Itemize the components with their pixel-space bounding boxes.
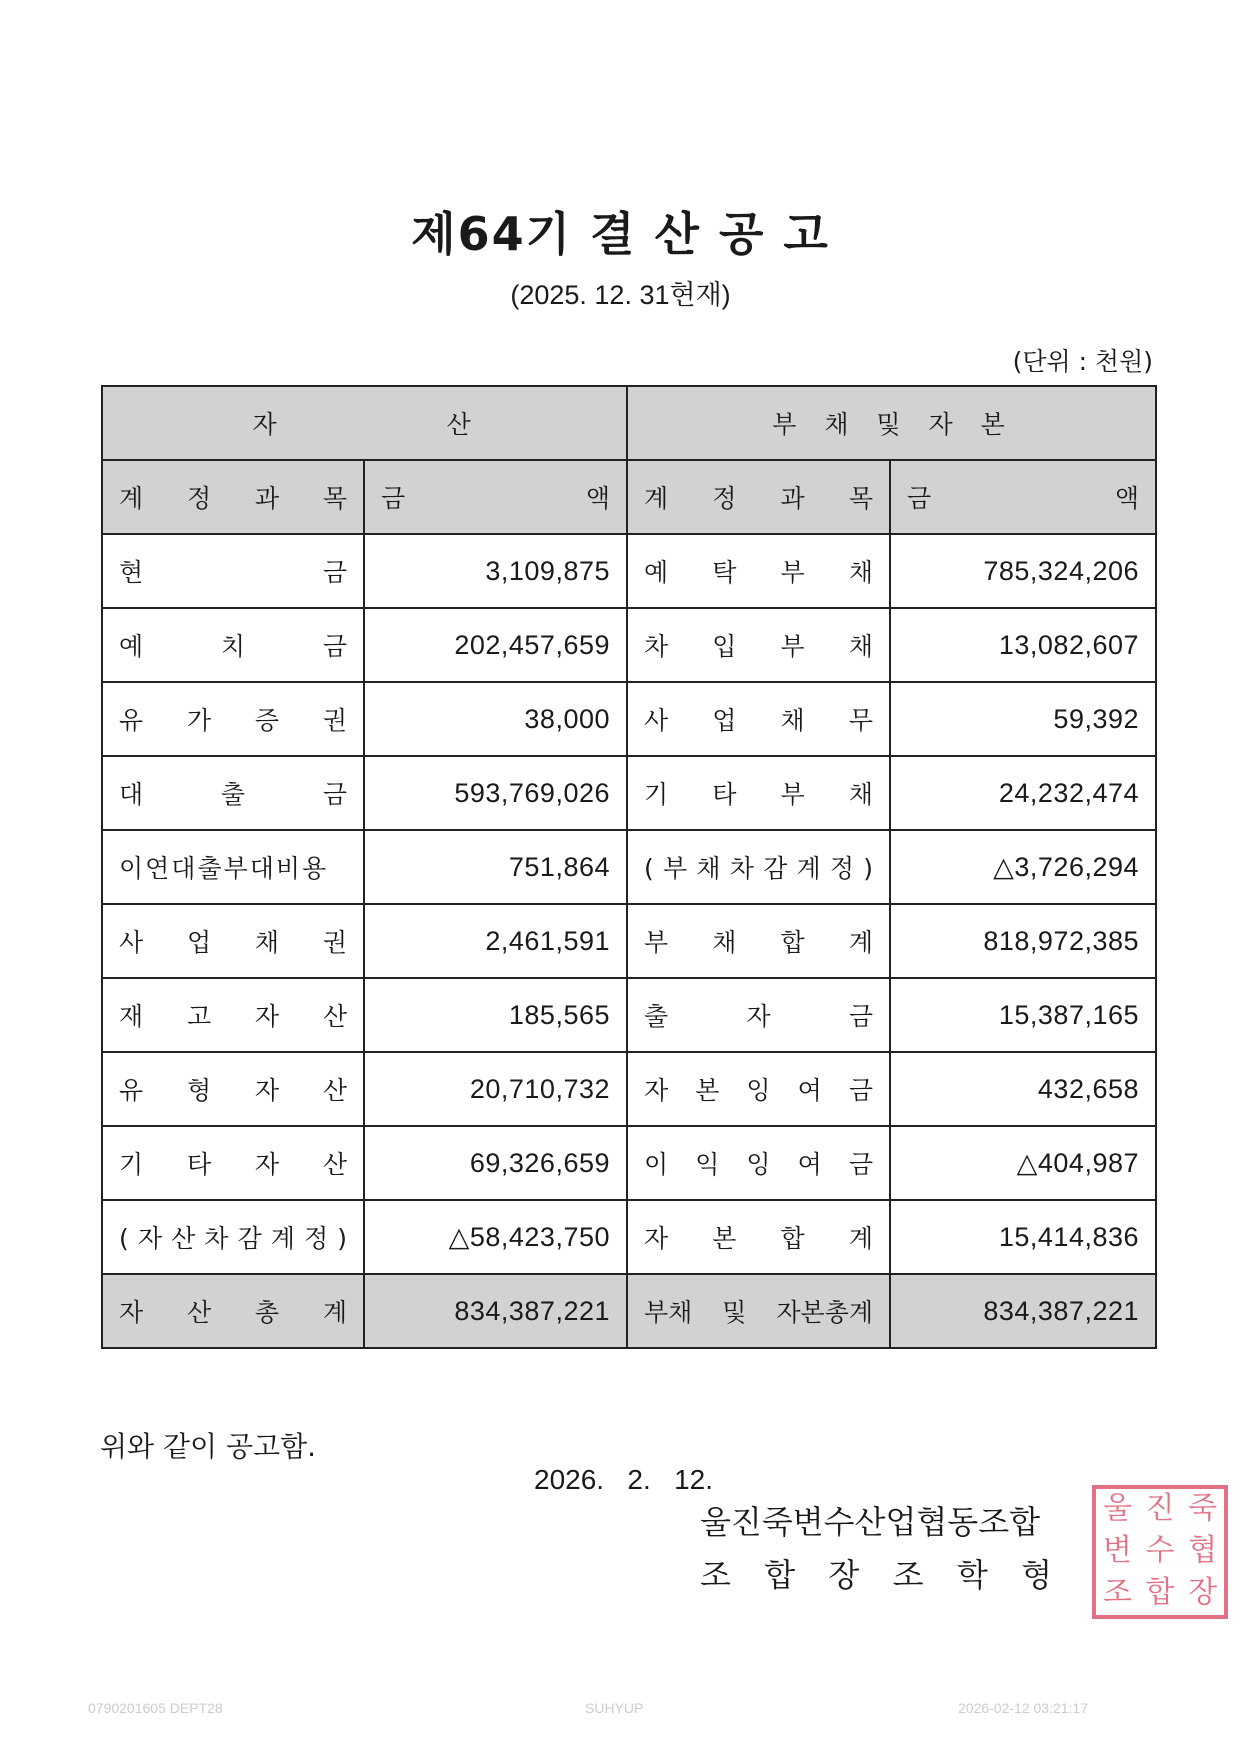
seal-glyph: 합	[1145, 1575, 1175, 1610]
liab-account: 사 업 채 무	[627, 682, 890, 756]
liabilities-section-label: 부 채 및 자 본	[772, 410, 1011, 439]
notice-date: 2026. 2. 12.	[534, 1464, 714, 1495]
liab-amount: △3,726,294	[890, 830, 1156, 904]
seal-glyph: 진	[1145, 1491, 1175, 1526]
notice-text: 위와 같이 공고함.	[100, 1430, 317, 1463]
liab-account: 예 탁 부 채	[627, 534, 890, 608]
liab-total-amount: 834,387,221	[890, 1274, 1156, 1348]
col-account-assets: 계 정 과 목	[102, 460, 364, 534]
section-header-row	[102, 386, 1156, 460]
asset-amount: 185,565	[364, 978, 627, 1052]
asset-account: 기 타 자 산	[102, 1126, 364, 1200]
liab-amount: 15,387,165	[890, 978, 1156, 1052]
liab-amount: 818,972,385	[890, 904, 1156, 978]
asset-amount: △58,423,750	[364, 1200, 627, 1274]
asset-account: 대 출 금	[102, 756, 364, 830]
seal-glyph: 변	[1102, 1533, 1132, 1568]
scan-source: SUHYUP	[585, 1700, 644, 1716]
seal-glyph: 죽	[1188, 1491, 1218, 1526]
official-seal-stamp	[1092, 1485, 1228, 1619]
assets-section-header	[102, 386, 627, 460]
asset-amount: 38,000	[364, 682, 627, 756]
asset-amount: 751,864	[364, 830, 627, 904]
asset-account: 유 형 자 산	[102, 1052, 364, 1126]
table-row	[102, 534, 1156, 608]
asset-account: 현 금	[102, 534, 364, 608]
col-amount-liabilities	[890, 460, 1156, 534]
balance-sheet-table	[101, 385, 1157, 1349]
liabilities-section-header	[627, 386, 1156, 460]
seal-glyph: 조	[1102, 1575, 1132, 1610]
asset-account: ( 자 산 차 감 계 정 )	[102, 1200, 364, 1274]
liab-account: 자 본 잉 여 금	[627, 1052, 890, 1126]
total-row	[102, 1274, 1156, 1348]
asset-amount: 593,769,026	[364, 756, 627, 830]
asset-amount: 20,710,732	[364, 1052, 627, 1126]
seal-glyph: 장	[1188, 1575, 1218, 1610]
table-row	[102, 608, 1156, 682]
liab-account: 자 본 합 계	[627, 1200, 890, 1274]
col-account-liabilities: 계 정 과 목	[627, 460, 890, 534]
liab-account: 기 타 부 채	[627, 756, 890, 830]
asset-amount: 202,457,659	[364, 608, 627, 682]
col-amount-label-b: 액	[1114, 484, 1140, 513]
col-amount-assets	[364, 460, 627, 534]
asset-account: 사 업 채 권	[102, 904, 364, 978]
assets-section-label: 자 산	[252, 410, 477, 439]
table-row	[102, 682, 1156, 756]
asset-total-label: 자 산 총 계	[102, 1274, 364, 1348]
table-row	[102, 756, 1156, 830]
col-amount-label-a: 금	[907, 484, 932, 513]
page-title: 제64기 결 산 공 고	[411, 207, 830, 261]
table-row	[102, 1052, 1156, 1126]
asset-total-amount: 834,387,221	[364, 1274, 627, 1348]
asset-account: 유 가 증 권	[102, 682, 364, 756]
column-header-row	[102, 460, 1156, 534]
liab-total-label: 부채 및 자본총계	[627, 1274, 890, 1348]
liab-account: ( 부 채 차 감 계 정 )	[627, 830, 890, 904]
liab-account: 차 입 부 채	[627, 608, 890, 682]
seal-glyph: 협	[1188, 1533, 1218, 1568]
liab-amount: 785,324,206	[890, 534, 1156, 608]
organization-name: 울진죽변수산업협동조합	[700, 1503, 1041, 1541]
col-amount-label-a: 금	[381, 484, 406, 513]
scan-id: 0790201605 DEPT28	[88, 1700, 223, 1716]
table-row	[102, 830, 1156, 904]
seal-glyph: 울	[1102, 1491, 1132, 1526]
liab-amount: 13,082,607	[890, 608, 1156, 682]
asset-account: 예 치 금	[102, 608, 364, 682]
liab-amount: 432,658	[890, 1052, 1156, 1126]
asset-amount: 3,109,875	[364, 534, 627, 608]
seal-glyph: 수	[1145, 1533, 1175, 1568]
liab-account: 출 자 금	[627, 978, 890, 1052]
unit-label: (단위 : 천원)	[1012, 347, 1153, 376]
col-amount-label-b: 액	[585, 484, 610, 513]
table-row	[102, 1126, 1156, 1200]
liab-amount: 15,414,836	[890, 1200, 1156, 1274]
as-of-date: (2025. 12. 31현재)	[510, 280, 731, 310]
liab-amount: △404,987	[890, 1126, 1156, 1200]
liab-amount: 59,392	[890, 682, 1156, 756]
table-row	[102, 904, 1156, 978]
table-row	[102, 1200, 1156, 1274]
chairman-name: 조 합 장 조 학 형	[700, 1556, 1052, 1594]
liab-account: 부 채 합 계	[627, 904, 890, 978]
asset-amount: 69,326,659	[364, 1126, 627, 1200]
liab-amount: 24,232,474	[890, 756, 1156, 830]
table-row	[102, 978, 1156, 1052]
liab-account: 이 익 잉 여 금	[627, 1126, 890, 1200]
asset-amount: 2,461,591	[364, 904, 627, 978]
scan-timestamp: 2026-02-12 03:21:17	[958, 1700, 1088, 1716]
asset-account: 재 고 자 산	[102, 978, 364, 1052]
asset-account: 이연대출부대비용	[102, 830, 364, 904]
